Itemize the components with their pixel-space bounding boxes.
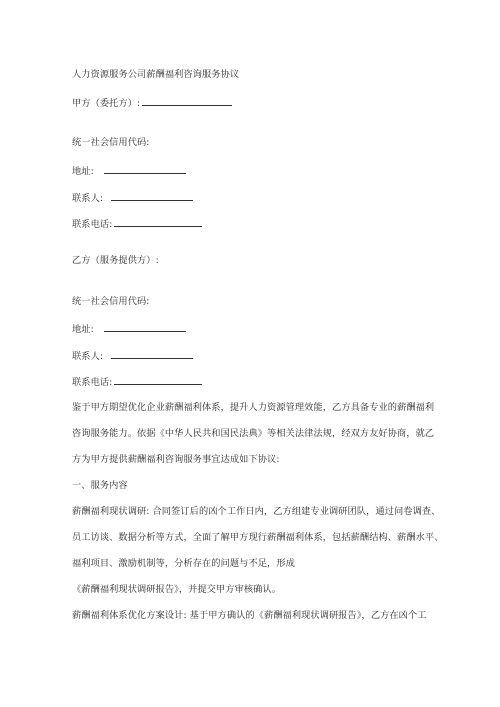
party-b-contact-row [72, 349, 193, 363]
party-a-address-blank [104, 164, 186, 174]
section-1-item-1-line: 福利项目、激励机制等，分析存在的问题与不足，形成 [72, 558, 295, 569]
party-b-phone-label: 联系电话: [72, 377, 113, 388]
party-a-phone-blank [114, 217, 202, 227]
preamble-line: 咨询服务能力。依据《中华人民共和国民法典》等相关法律法规，经双方友好协商，就乙 [72, 428, 435, 439]
preamble-line: 鉴于甲方期望优化企业薪酬福利体系，提升人力资源管理效能，乙方具备专业的薪酬福利 [72, 402, 435, 413]
party-a-heading: 甲方（委托方）: [72, 98, 141, 109]
party-b-credit-code-label: 统一社会信用代码: [72, 296, 150, 307]
party-a-contact-blank [111, 191, 193, 201]
party-a-phone-label: 联系电话: [72, 219, 113, 230]
party-b-address-row [72, 322, 186, 336]
section-1-item-1-line: 员工访谈、数据分析等方式，全面了解甲方现行薪酬福利体系，包括薪酬结构、薪酬水平、 [72, 532, 444, 543]
document-title: 人力资源服务公司薪酬福利咨询服务协议 [72, 69, 240, 80]
section-1-item-2-line: 薪酬福利体系优化方案设计: 基于甲方确认的《薪酬福利现状调研报告》，乙方在凶个工 [72, 610, 427, 621]
party-b-address-blank [104, 322, 186, 332]
party-b-address-label: 地址: [72, 324, 94, 335]
section-1-item-1-line: 《薪酬福利现状调研报告》，并提交甲方审核确认。 [72, 584, 282, 595]
party-b-phone-row [72, 375, 202, 389]
party-b-heading: 乙方（服务提供方）: [72, 255, 159, 266]
preamble-line: 方为甲方提供薪酬福利咨询服务事宜达成如下协议: [72, 454, 280, 465]
party-b-contact-blank [111, 349, 193, 359]
party-a-contact-row [72, 191, 193, 205]
party-a-address-label: 地址: [72, 166, 94, 177]
party-a-name-blank [142, 96, 232, 106]
party-a-heading-row [72, 96, 232, 110]
party-b-phone-blank [114, 375, 202, 385]
party-a-address-row [72, 164, 186, 178]
party-a-credit-code-label: 统一社会信用代码: [72, 137, 150, 148]
party-a-contact-label: 联系人: [72, 193, 104, 204]
party-a-phone-row [72, 217, 202, 231]
party-b-contact-label: 联系人: [72, 351, 104, 362]
section-1-heading: 一、服务内容 [72, 480, 128, 491]
section-1-item-1-line: 薪酬福利现状调研: 合同签订后的凶个工作日内，乙方组建专业调研团队，通过问卷调查、 [72, 506, 441, 517]
